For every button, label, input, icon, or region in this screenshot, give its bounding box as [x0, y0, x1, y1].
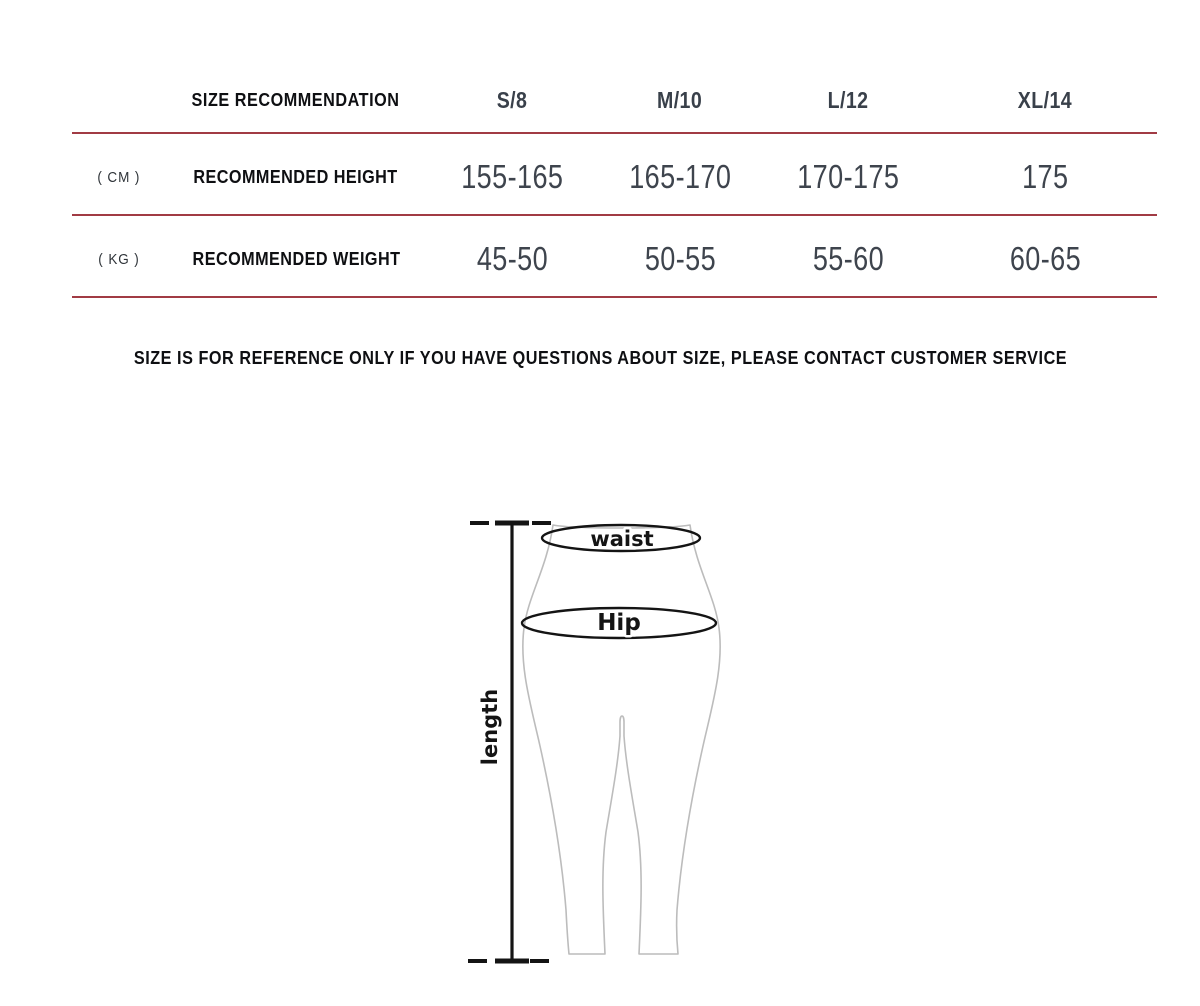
cell-height-m: 165-170 — [628, 158, 732, 195]
column-header-l: L/12 — [827, 86, 869, 113]
legging-diagram-svg — [0, 508, 1200, 988]
size-table — [72, 68, 1157, 298]
length-label: length — [478, 688, 502, 766]
cell-height-xl: 175 — [1021, 158, 1069, 195]
hip-label: Hip — [597, 610, 641, 636]
cell-weight-xl: 60-65 — [1009, 240, 1081, 277]
column-header-s: S/8 — [496, 86, 528, 113]
waist-label: waist — [590, 527, 654, 551]
table-row-weight — [72, 216, 1157, 298]
column-header-xl: XL/14 — [1017, 86, 1073, 113]
row-label-weight: RECOMMENDED WEIGHT — [192, 248, 400, 269]
cell-weight-l: 55-60 — [812, 240, 884, 277]
cell-weight-s: 45-50 — [476, 240, 548, 277]
unit-label-kg: ( KG ) — [97, 250, 140, 268]
unit-label-cm: ( CM ) — [97, 168, 140, 186]
leggings-outline — [523, 525, 720, 954]
table-header-row — [72, 68, 1157, 134]
column-header-m: M/10 — [657, 86, 703, 113]
table-row-height — [72, 134, 1157, 216]
table-title — [165, 90, 427, 111]
cell-height-l: 170-175 — [796, 158, 900, 195]
table-title-text: SIZE RECOMMENDATION — [192, 89, 400, 110]
row-label-height: RECOMMENDED HEIGHT — [193, 166, 399, 187]
size-chart-page — [0, 68, 1200, 766]
size-note-text: SIZE IS FOR REFERENCE ONLY IF YOU HAVE QUESTIONS ABOUT SIZE, PLEASE CONTACT CUSTOMER SERVICE — [133, 348, 1067, 368]
size-note — [0, 348, 1200, 369]
legging-diagram — [0, 508, 1200, 988]
cell-height-s: 155-165 — [460, 158, 564, 195]
cell-weight-m: 50-55 — [644, 240, 716, 277]
